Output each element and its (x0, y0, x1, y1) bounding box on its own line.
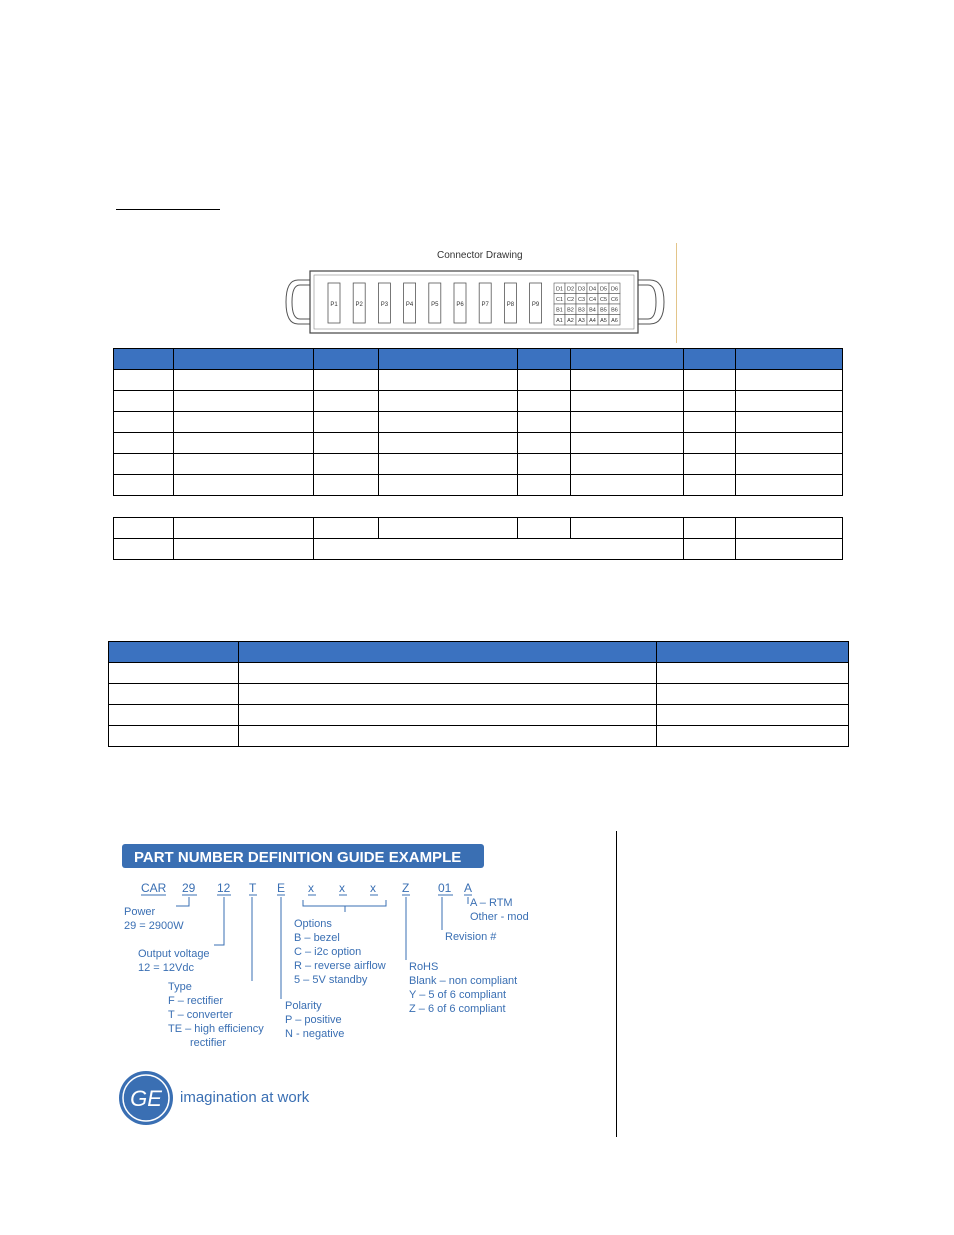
pin-assignment-table (113, 348, 843, 496)
signal-pin-label: A5 (600, 318, 607, 324)
signal-pin-label: D5 (599, 286, 608, 293)
type-label: Type (168, 981, 192, 993)
signal-pin-label: C4 (588, 297, 597, 303)
option-5: 5 – 5V standby (294, 974, 368, 986)
power-pin-label: P9 (531, 302, 540, 308)
table-row (114, 539, 843, 560)
heading-underline (116, 209, 220, 210)
signal-pin-label: D1 (555, 286, 564, 293)
signal-pin-label: A2 (567, 318, 574, 324)
ordering-table (108, 641, 849, 747)
output-voltage-label: Output voltage (138, 948, 210, 960)
power-pin-label: P5 (431, 302, 439, 308)
signal-pin-label: B3 (578, 307, 585, 314)
type-te: TE – high efficiency (168, 1023, 264, 1035)
code-car: CAR (141, 881, 167, 895)
rohs-label: RoHS (409, 961, 439, 973)
power-pin-label: P6 (456, 302, 464, 308)
table-header-row (114, 349, 843, 370)
code-revision: 01 (438, 881, 452, 895)
polarity-n: N - negative (285, 1028, 345, 1040)
type-te-cont: rectifier (190, 1037, 227, 1049)
power-pin-label: P1 (330, 302, 338, 308)
rohs-y: Y – 5 of 6 compliant (409, 989, 507, 1001)
options-label: Options (294, 918, 332, 930)
pin-assignment-table-continued (113, 517, 843, 560)
code-polarity: E (277, 881, 286, 895)
signal-pin-label: D3 (577, 286, 586, 293)
code-voltage: 12 (217, 881, 231, 895)
power-pins (328, 283, 542, 323)
rohs-blank: Blank – non compliant (409, 975, 518, 987)
signal-pin-label: D6 (610, 286, 619, 293)
table-row (109, 726, 849, 747)
power-pin-label: P8 (506, 302, 515, 308)
table-row (109, 705, 849, 726)
option-c: C – i2c option (294, 946, 362, 958)
signal-pin-label: B1 (556, 307, 563, 314)
rohs-z: Z – 6 of 6 compliant (409, 1003, 506, 1015)
table-row (114, 412, 843, 433)
signal-pin-label: C5 (599, 297, 608, 303)
guide-header: PART NUMBER DEFINITION GUIDE EXAMPLE (134, 849, 462, 866)
power-pin-label: P3 (380, 302, 389, 308)
signal-pin-label: C2 (566, 297, 575, 303)
signal-pin-label: C6 (610, 297, 619, 303)
ge-logo-text: GE (130, 1086, 162, 1111)
power-value: 29 = 2900W (124, 920, 184, 932)
signal-pin-label: B4 (589, 307, 596, 314)
signal-pin-grid (554, 283, 620, 325)
code-type: T (249, 881, 257, 895)
table-row (114, 370, 843, 391)
power-pin-label: P2 (355, 302, 363, 308)
signal-pin-label: A3 (578, 318, 585, 324)
part-number-guide (110, 838, 550, 1138)
signal-pin-label: B5 (600, 307, 607, 314)
signal-pin-label: A1 (556, 318, 563, 324)
table-row (114, 454, 843, 475)
option-r: R – reverse airflow (294, 960, 386, 972)
signal-pin-label: D4 (588, 286, 597, 293)
table-row (114, 433, 843, 454)
table-header-row (109, 642, 849, 663)
output-voltage-value: 12 = 12Vdc (138, 962, 194, 974)
code-suffix: A (464, 881, 473, 895)
connector-divider (676, 243, 677, 343)
suffix-a: A – RTM (470, 897, 513, 909)
table-row (114, 518, 843, 539)
code-power: 29 (182, 881, 196, 895)
connector-drawing-title: Connector Drawing (437, 250, 523, 261)
code-rohs: Z (402, 881, 410, 895)
code-option-3: x (370, 881, 376, 895)
type-t: T – converter (168, 1009, 233, 1021)
polarity-label: Polarity (285, 1000, 322, 1012)
signal-pin-label: C1 (555, 297, 564, 303)
polarity-p: P – positive (285, 1014, 342, 1026)
table-row (109, 684, 849, 705)
table-row (114, 391, 843, 412)
signal-pin-label: A6 (611, 318, 618, 324)
signal-pin-label: B6 (611, 307, 618, 314)
signal-pin-label: B2 (567, 307, 574, 314)
suffix-other: Other - mod (470, 911, 529, 923)
signal-pin-label: C3 (577, 297, 586, 303)
tagline: imagination at work (180, 1089, 310, 1106)
code-option-2: x (339, 881, 345, 895)
signal-pin-label: A4 (589, 318, 596, 324)
signal-pin-label: D2 (566, 286, 575, 293)
power-pin-label: P4 (405, 302, 414, 308)
revision-label: Revision # (445, 931, 497, 943)
table-row (114, 475, 843, 496)
table-row (109, 663, 849, 684)
option-b: B – bezel (294, 932, 340, 944)
power-pin-label: P7 (481, 302, 489, 308)
ge-logo (119, 1071, 173, 1125)
type-f: F – rectifier (168, 995, 224, 1007)
code-option-1: x (308, 881, 314, 895)
connector-drawing (284, 268, 668, 336)
guide-divider (616, 831, 617, 1137)
power-label: Power (124, 906, 156, 918)
